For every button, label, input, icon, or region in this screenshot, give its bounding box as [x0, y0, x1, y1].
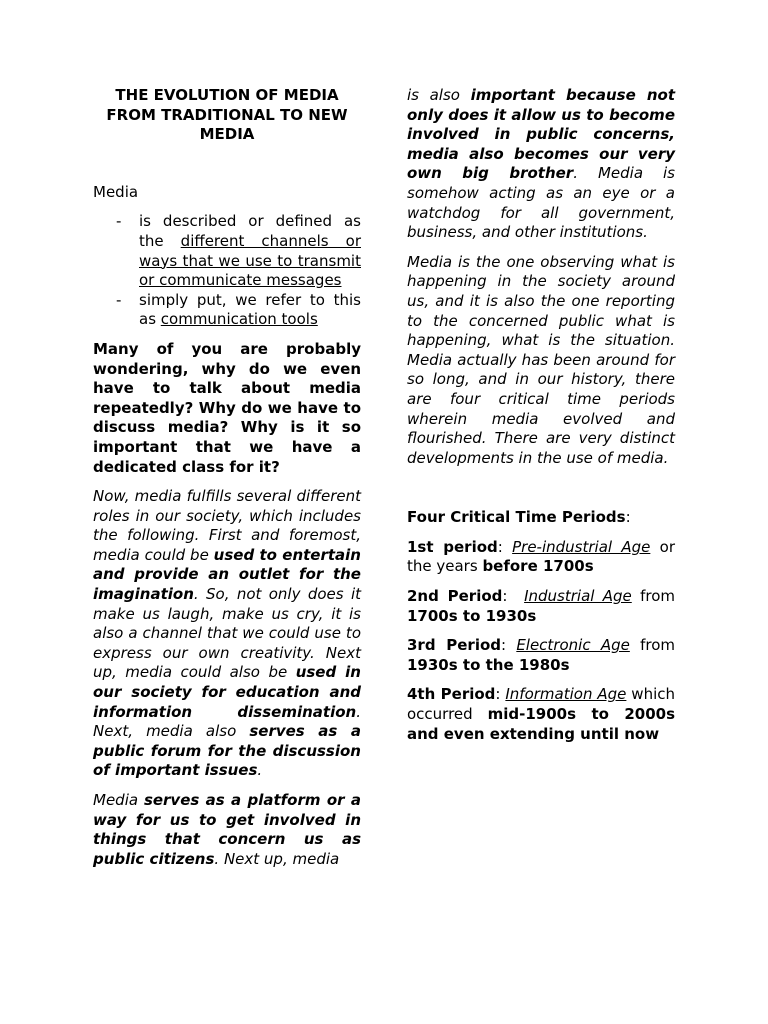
bullet-text: simply put, we refer to this as	[139, 290, 361, 329]
period-label: 2nd Period	[407, 587, 503, 606]
right-column	[407, 86, 675, 754]
period-colon: :	[501, 636, 517, 655]
period-age: Pre-industrial Age	[512, 537, 651, 556]
periods-heading-text: Four Critical Time Periods	[407, 508, 626, 527]
period-label: 3rd Period	[407, 636, 502, 655]
roles-text: . Next, media also	[93, 702, 361, 741]
list-item	[116, 212, 361, 290]
period-age: Industrial Age	[524, 587, 632, 606]
roles-paragraph	[93, 487, 361, 781]
period-item	[407, 538, 675, 577]
roles-text: .	[257, 761, 263, 780]
period-colon: :	[495, 685, 506, 704]
roles-text: . So, not only does it make us laugh, make us cry, it is also a channel that we could use to express our own creativity. Next up, media could also be	[93, 585, 361, 682]
period-colon: :	[502, 587, 525, 606]
period-item	[407, 587, 675, 626]
bullet-underlined-text: different channels or ways that we use to transmit or communicate messages	[139, 231, 361, 290]
period-item	[407, 636, 675, 675]
period-age: Electronic Age	[516, 636, 630, 655]
period-label: 1st period	[407, 537, 498, 556]
period-range: before 1700s	[482, 557, 594, 576]
period-colon: :	[497, 537, 513, 556]
period-connector: from	[629, 636, 675, 655]
platform-text: Media	[93, 791, 144, 809]
platform-emphasis: serves as a platform or a way for us to get involved in things that concern us as public citizens	[93, 791, 361, 868]
roles-text: Now, media fulfills several different roles in our society, which includes the following. First and foremost, media could be	[93, 487, 361, 564]
bullet-underlined-text: communication tools	[160, 310, 318, 329]
platform-text: . Next up, media	[214, 849, 340, 868]
period-connector: which occurred	[407, 685, 675, 724]
period-range: mid-1900s to 2000s and even extending until now	[407, 705, 675, 743]
platform-paragraph	[93, 791, 361, 869]
periods-heading-colon: :	[625, 508, 631, 527]
section-spacer	[407, 478, 675, 508]
brother-emphasis: important because not only does it allow us to become involved in public concerns, media also becomes our very own big brother	[407, 86, 675, 183]
media-label: Media	[93, 182, 139, 201]
period-connector: from	[631, 587, 675, 606]
list-item	[116, 290, 361, 330]
period-range: 1700s to 1930s	[407, 606, 537, 625]
media-definition-list	[93, 212, 361, 330]
roles-emphasis: used to entertain and provide an outlet for the imagination	[93, 545, 361, 604]
document-title: THE EVOLUTION OF MEDIA FROM TRADITIONAL TO NEW MEDIA	[106, 86, 348, 144]
bullet-text: is described or defined as the	[139, 212, 361, 250]
question-paragraph: Many of you are probably wondering, why do we even have to talk about media repeatedly? Why do we have to discuss media? Why is it so important that we have a dedicated class for it?	[93, 339, 361, 476]
brother-text: . Media is somehow acting as an eye or a watchdog for all government, business, and other institutions.	[407, 164, 676, 242]
period-label: 4th Period	[407, 685, 496, 704]
dash-bullet: -	[116, 212, 122, 231]
roles-emphasis: used in our society for education and information dissemination	[93, 663, 361, 721]
roles-emphasis: serves as a public forum for the discussion of important issues	[93, 722, 361, 780]
left-column	[93, 86, 361, 879]
brother-text: is also	[407, 86, 471, 104]
period-range: 1930s to the 1980s	[407, 655, 570, 674]
period-connector: or the years	[407, 537, 675, 576]
observing-paragraph: Media is the one observing what is happening in the society around us, and it is also the one reporting to the concerned public what is happening, what is the situation. Media actually has been around for so long, and in our history, there are four critical time periods wherein media evolved and flourished. There are very distinct developments in the use of media.	[407, 252, 675, 467]
periods-heading	[407, 508, 675, 528]
big-brother-paragraph	[407, 86, 675, 243]
period-age: Information Age	[505, 685, 627, 704]
dash-bullet: -	[116, 290, 122, 309]
period-item	[407, 685, 675, 744]
